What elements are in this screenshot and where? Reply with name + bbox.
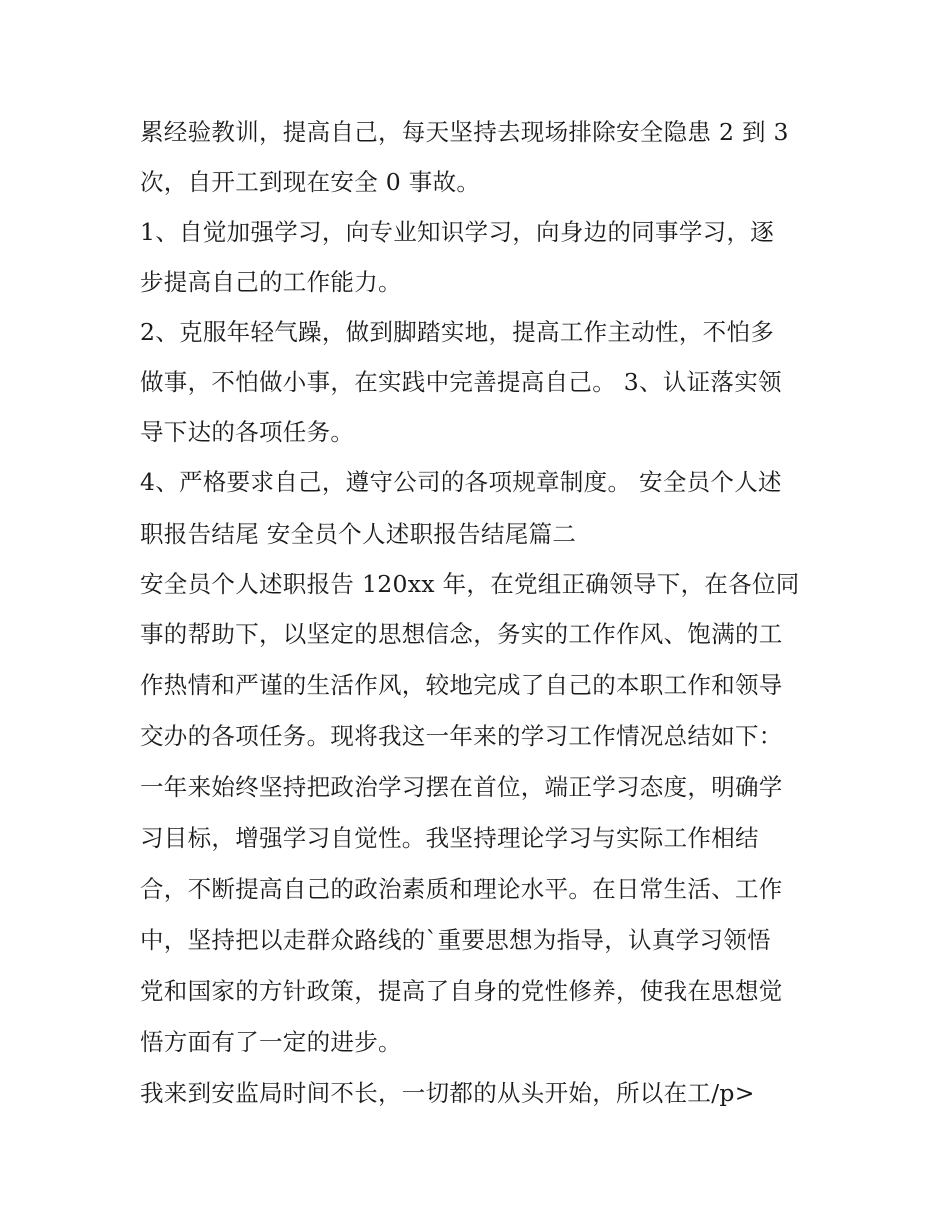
text-line: 习目标，增强学习自觉性。我坚持理论学习与实际工作相结 bbox=[140, 824, 759, 852]
text-line: 次，自开工到现在安全 0 事故。 bbox=[140, 168, 481, 196]
text-line: 中，坚持把以走群众路线的`重要思想为指导，认真学习领悟 bbox=[140, 926, 771, 954]
text-line: 1、自觉加强学习，向专业知识学习，向身边的同事学习，逐 bbox=[140, 218, 775, 246]
text-line: 悟方面有了一定的进步。 bbox=[140, 1028, 402, 1056]
text-line: 导下达的各项任务。 bbox=[140, 418, 355, 446]
text-line: 作热情和严谨的生活作风，较地完成了自己的本职工作和领导 bbox=[140, 671, 783, 699]
text-line: 交办的各项任务。现将我这一年来的学习工作情况总结如下： bbox=[140, 722, 783, 750]
text-line: 合，不断提高自己的政治素质和理论水平。在日常生活、工作 bbox=[140, 875, 783, 903]
text-line: 安全员个人述职报告 120xx 年，在党组正确领导下，在各位同 bbox=[140, 570, 800, 598]
text-line: 党和国家的方针政策，提高了自身的党性修养，使我在思想觉 bbox=[140, 977, 783, 1005]
text-line: 一年来始终坚持把政治学习摆在首位，端正学习态度，明确学 bbox=[140, 773, 783, 801]
text-line: 步提高自己的工作能力。 bbox=[140, 268, 402, 296]
text-line: 做事，不怕做小事，在实践中完善提高自己。 3、认证落实领 bbox=[140, 368, 782, 396]
text-line: 4、严格要求自己，遵守公司的各项规章制度。 安全员个人述 bbox=[140, 468, 782, 496]
text-line: 累经验教训，提高自己，每天坚持去现场排除安全隐患 2 到 3 bbox=[140, 118, 789, 146]
text-line: 我来到安监局时间不长，一切都的从头开始，所以在工/p> bbox=[140, 1079, 755, 1107]
text-line: 职报告结尾 安全员个人述职报告结尾篇二 bbox=[140, 520, 577, 548]
text-line: 事的帮助下，以坚定的思想信念，务实的工作作风、饱满的工 bbox=[140, 620, 783, 648]
text-line: 2、克服年轻气躁，做到脚踏实地，提高工作主动性，不怕多 bbox=[140, 318, 775, 346]
